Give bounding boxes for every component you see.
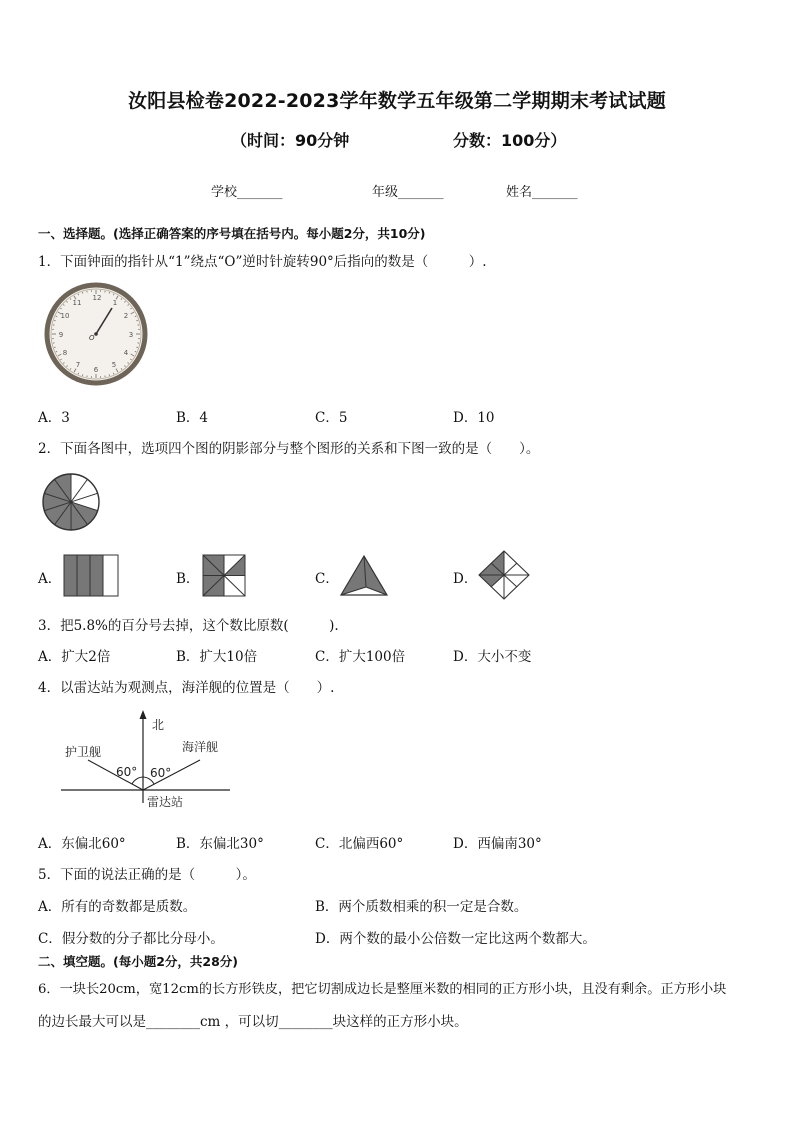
section-2-heading: 二、填空题。(每小题2分，共28分)	[38, 954, 239, 969]
q3-option-a[interactable]: A．扩大2倍	[38, 649, 111, 665]
escort-ship-label: 护卫舰	[65, 745, 102, 759]
clock-tick	[70, 368, 71, 369]
q5-option-a[interactable]: A．所有的奇数都是质数。	[38, 899, 197, 915]
q5-option-c[interactable]: C．假分数的分子都比分母小。	[38, 931, 224, 947]
q4-option-a[interactable]: A．东偏北60°	[38, 836, 126, 852]
q2-option-c-label[interactable]: C．	[315, 571, 339, 587]
clock-tick	[56, 316, 57, 317]
school-field: 学校_______	[211, 185, 283, 200]
clock-number-9: 9	[58, 331, 64, 339]
q1-option-a[interactable]: A．3	[38, 410, 70, 426]
clock-tick	[113, 373, 114, 374]
clock-number-3: 3	[128, 331, 134, 339]
question-5-text: 5．下面的说法正确的是（ ）。	[38, 867, 256, 883]
q2-option-a-label[interactable]: A．	[38, 571, 62, 587]
question-4-text: 4．以雷达站为观测点，海洋舰的位置是（ ）.	[38, 680, 335, 696]
q2-option-b-label[interactable]: B．	[176, 571, 200, 587]
q2-option-b-figure[interactable]	[202, 554, 248, 598]
clock-tick	[113, 294, 114, 295]
question-6-line-2: 的边长最大可以是________cm ，可以切________块这样的正方形小块。	[38, 1014, 468, 1030]
clock-number-12: 12	[92, 294, 102, 302]
clock-tick	[135, 351, 136, 352]
clock-number-6: 6	[93, 366, 99, 374]
page-title: 汝阳县检卷2022-2023学年数学五年级第二学期期末考试试题	[128, 90, 666, 112]
q3-option-b[interactable]: B．扩大10倍	[176, 649, 258, 665]
north-label: 北	[152, 718, 165, 732]
q2-option-c-figure[interactable]	[339, 554, 389, 598]
clock-number-4: 4	[123, 349, 129, 357]
clock-number-11: 11	[72, 299, 82, 307]
clock-number-1: 1	[112, 299, 118, 307]
q2-option-d-figure[interactable]	[477, 549, 531, 601]
q4-option-c[interactable]: C．北偏西60°	[315, 836, 404, 852]
q5-option-d[interactable]: D．两个数的最小公倍数一定比这两个数都大。	[315, 931, 596, 947]
q4-direction-diagram	[58, 707, 234, 813]
q1-option-d[interactable]: D．10	[453, 410, 495, 426]
ocean-ship-label: 海洋舰	[182, 740, 219, 754]
q5-option-b[interactable]: B．两个质数相乘的积一定是合数。	[315, 899, 528, 915]
clock-tick	[130, 359, 131, 360]
q1-option-c[interactable]: C．5	[315, 410, 348, 426]
clock-number-5: 5	[111, 361, 117, 369]
q2-shaded-circle	[40, 471, 102, 533]
q4-option-d[interactable]: D．西偏南30°	[453, 836, 542, 852]
clock-tick	[70, 298, 71, 299]
section-1-heading: 一、选择题。(选择正确答案的序号填在括号内。每小题2分，共10分)	[38, 226, 426, 241]
clock-tick	[60, 308, 61, 309]
clock-tick	[56, 351, 57, 352]
q3-option-d[interactable]: D．大小不变	[453, 649, 532, 665]
clock-figure	[42, 282, 150, 386]
clock-tick	[60, 359, 61, 360]
exam-score: 分数：100分）	[453, 131, 567, 150]
question-6-line-1: 6．一块长20cm，宽12cm的长方形铁皮，把它切割成边长是整厘米数的相同的正方形小块，且没有剩余。正方形小块	[38, 982, 727, 997]
right-angle-label: 60°	[150, 766, 172, 780]
clock-tick	[135, 316, 136, 317]
clock-number-10: 10	[60, 312, 70, 320]
question-3-text: 3．把5.8%的百分号去掉，这个数比原数( ).	[38, 618, 339, 634]
left-angle-label: 60°	[116, 765, 138, 779]
clock-tick	[130, 308, 131, 309]
q2-option-a-figure[interactable]	[63, 554, 121, 598]
radar-station-label: 雷达站	[147, 795, 184, 809]
q4-option-b[interactable]: B．东偏北30°	[176, 836, 264, 852]
clock-tick	[121, 298, 122, 299]
clock-number-7: 7	[75, 361, 81, 369]
clock-tick	[78, 373, 79, 374]
clock-tick	[78, 294, 79, 295]
question-1-text: 1．下面钟面的指针从“1”绕点“O”逆时针旋转90°后指向的数是（ ）.	[38, 254, 487, 270]
grade-field: 年级_______	[372, 185, 444, 200]
question-2-text: 2．下面各图中，选项四个图的阴影部分与整个图形的关系和下图一致的是（ ）。	[38, 441, 540, 457]
clock-number-8: 8	[62, 349, 68, 357]
q3-option-c[interactable]: C．扩大100倍	[315, 649, 406, 665]
clock-tick	[121, 368, 122, 369]
exam-time: （时间：90分钟	[231, 131, 350, 150]
q2-option-d-label[interactable]: D．	[453, 571, 478, 587]
clock-center-label: O	[89, 334, 95, 342]
name-field: 姓名_______	[506, 185, 578, 200]
q1-option-b[interactable]: B．4	[176, 410, 209, 426]
clock-number-2: 2	[123, 312, 129, 320]
